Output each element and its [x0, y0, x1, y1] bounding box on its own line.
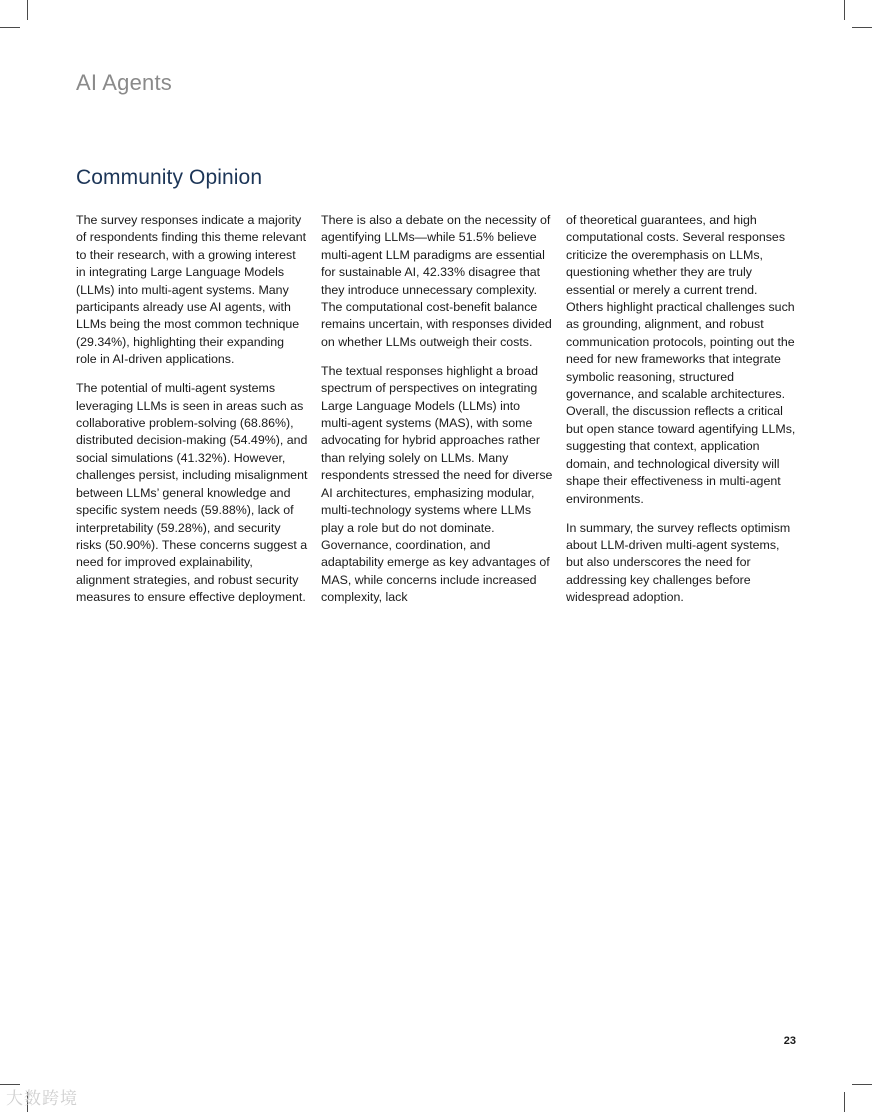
paragraph: The textual responses highlight a broad spectrum of perspectives on integrating Large Language Models (LLMs) into multi-agent systems (MAS), with some advocating for hybrid approaches rather than relying solely on LLMs. Many respondents stressed the need for diverse AI architectures, emphasizing modular, multi-technology systems where LLMs play a role but do not dominate. Governance, coordination, and adaptability emerge as key advantages of MAS, while concerns include increased complexity, lack	[321, 363, 553, 605]
paragraph: The survey responses indicate a majority of respondents finding this theme relevant to their research, with a growing interest in integrating Large Language Models (LLMs) into multi-agent systems. Many participants already use AI agents, with LLMs being the most common technique (29.34%), highlighting their expanding role in AI-driven applications.	[76, 213, 307, 367]
crop-mark-top-right-horizontal	[852, 27, 872, 28]
paragraph: The potential of multi-agent systems leveraging LLMs is seen in areas such as collaborative problem-solving (68.86%), distributed decision-making (54.49%), and social simulations (41.32%). However, challenges persist, including misalignment between LLMs’ general knowledge and specific system needs (59.88%), lack of interpretability (59.28%), and security risks (50.90%). These concerns suggest a need for improved explainability, alignment strategies, and robust security measures to ensure effective deployment.	[76, 381, 308, 605]
page-heading: Community Opinion	[76, 166, 263, 189]
crop-mark-top-right-vertical	[844, 0, 845, 20]
crop-mark-top-left-horizontal	[0, 27, 20, 28]
crop-mark-bottom-right-vertical	[844, 1092, 845, 1112]
paragraph: In summary, the survey reflects optimism about LLM-driven multi-agent systems, but also underscores the need for addressing key challenges before widespread adoption.	[566, 520, 791, 605]
text-column-2	[321, 212, 553, 618]
paragraph: of theoretical guarantees, and high computational costs. Several responses criticize the overemphasis on LLMs, questioning whether they are truly essential or merely a current trend. Others highlight practical challenges such as grounding, alignment, and robust communication protocols, pointing out the need for new frameworks that integrate symbolic reasoning, structured governance, and scalable architectures. Overall, the discussion reflects a critical but open stance toward agentifying LLMs, suggesting that context, application domain, and technological diversity will shape their effectiveness in multi-agent environments.	[566, 213, 796, 506]
crop-mark-top-left-vertical	[27, 0, 28, 20]
paragraph: There is also a debate on the necessity of agentifying LLMs—while 51.5% believe multi-agent LLM paradigms are essential for sustainable AI, 42.33% disagree that they introduce unnecessary complexity. The computational cost-benefit balance remains uncertain, with responses divided on whether LLMs outweigh their costs.	[321, 213, 552, 349]
section-title: AI Agents	[76, 70, 172, 95]
crop-mark-bottom-right-horizontal	[852, 1084, 872, 1085]
page-number: 23	[783, 1035, 796, 1047]
text-column-3	[566, 212, 798, 618]
watermark: 大数跨境	[6, 1089, 78, 1109]
text-column-1	[76, 212, 308, 618]
